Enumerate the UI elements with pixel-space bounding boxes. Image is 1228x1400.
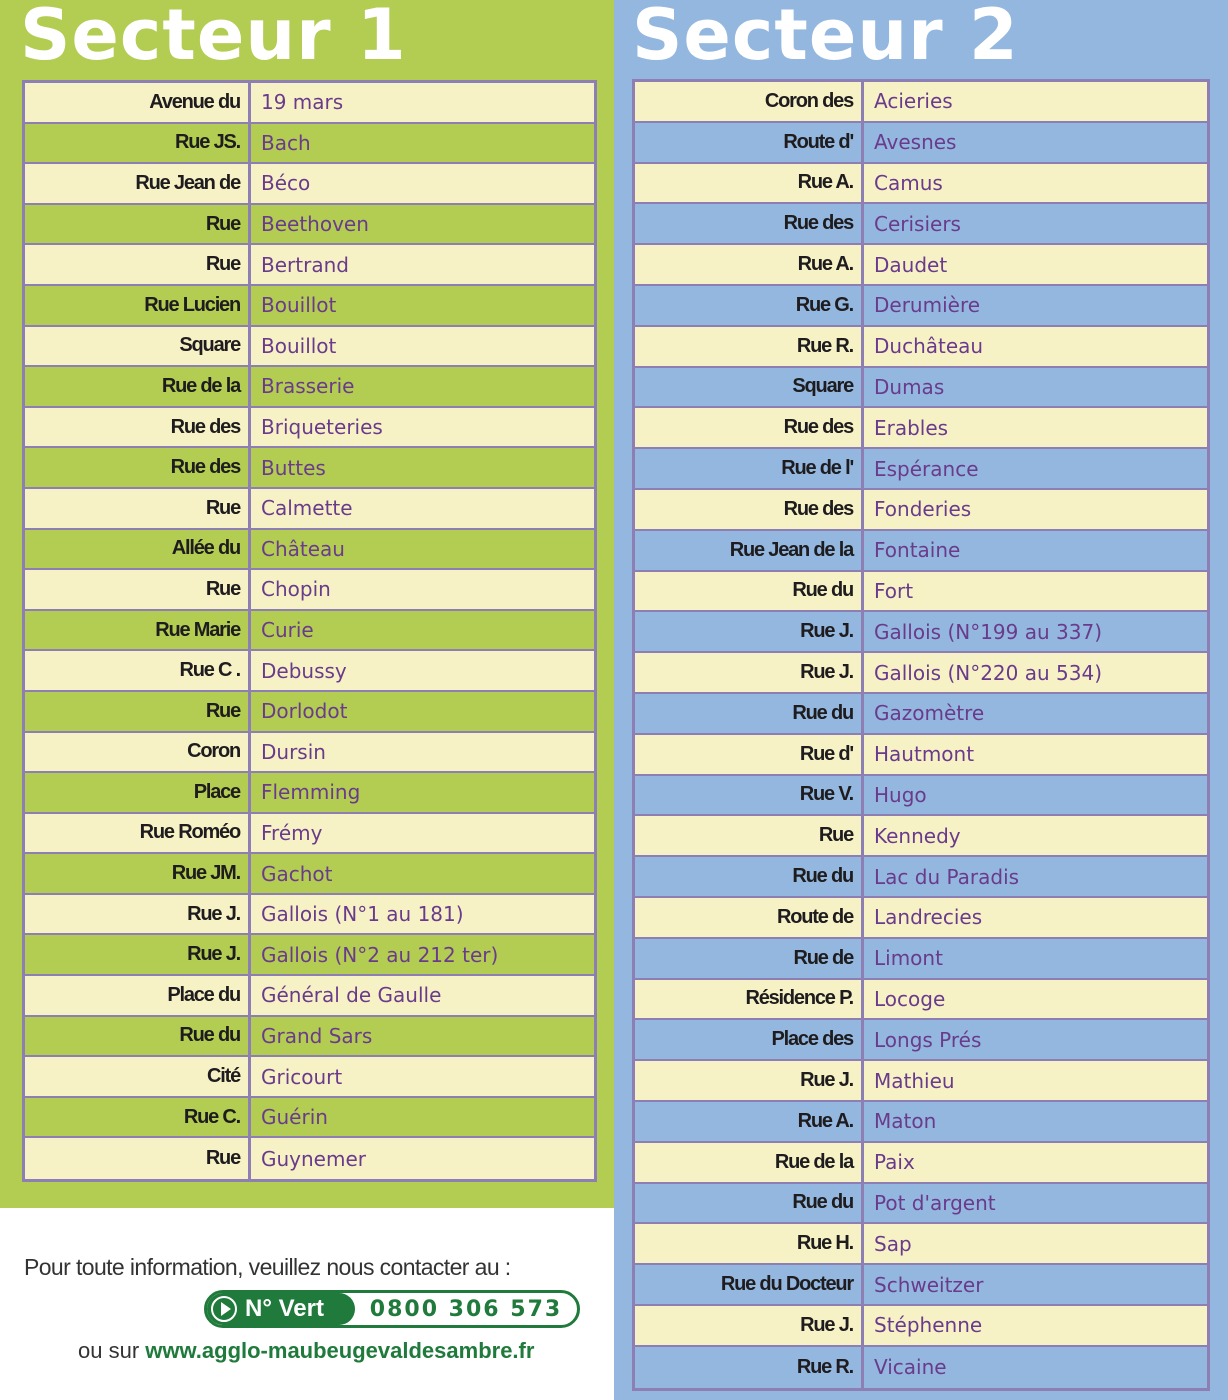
street-row [635,857,1207,898]
street-row [635,939,1207,980]
street-name: Acieries [874,89,953,114]
street-row [635,490,1207,531]
street-prefix: Rue Marie [25,611,251,650]
street-prefix: Rue de la [25,367,251,406]
street-row [25,327,594,368]
street-row [25,164,594,205]
street-row [25,408,594,449]
street-row [635,204,1207,245]
street-name: Gricourt [261,1064,343,1089]
street-prefix: Rue des [635,490,864,529]
street-row [635,245,1207,286]
phone-number[interactable]: 0800 306 573 [369,1296,563,1322]
street-row [25,530,594,571]
street-name: Gallois (N°199 au 337) [874,619,1102,644]
street-name: Gachot [261,861,333,886]
street-row [635,449,1207,490]
street-prefix: Route d' [635,123,864,162]
street-prefix: Rue des [635,408,864,447]
street-prefix: Square [635,368,864,407]
street-prefix: Rue du [635,694,864,733]
sector-1-title: Secteur 1 [20,0,407,76]
street-row [25,611,594,652]
street-prefix: Rue d' [635,735,864,774]
street-prefix: Rue des [25,408,251,447]
street-name: Bouillot [261,293,337,318]
street-row [25,854,594,895]
numero-vert-label-box [207,1293,355,1325]
street-name: Brasserie [261,374,355,399]
street-row [635,898,1207,939]
street-name: Pot d'argent [874,1190,996,1215]
street-name: Beethoven [261,212,369,237]
street-row [635,653,1207,694]
street-prefix: Square [25,327,251,366]
street-name: Hautmont [874,742,975,767]
street-prefix: Coron des [635,82,864,121]
street-name: Calmette [261,496,353,521]
street-prefix: Place des [635,1020,864,1059]
street-name: Buttes [261,455,326,480]
street-row [25,814,594,855]
sector-1-street-table [22,80,597,1182]
street-prefix: Rue G. [635,286,864,325]
street-prefix: Place [25,773,251,812]
street-prefix: Rue des [635,204,864,243]
street-name: Chopin [261,577,331,602]
street-name: Guérin [261,1105,328,1130]
street-row [635,531,1207,572]
street-prefix: Rue A. [635,1102,864,1141]
street-name: Hugo [874,782,927,807]
street-prefix: Rue J. [25,895,251,934]
street-prefix: Rue [25,205,251,244]
street-name: Curie [261,618,314,643]
street-row [25,286,594,327]
street-row [635,1061,1207,1102]
street-row [635,82,1207,123]
street-row [635,1143,1207,1184]
street-prefix: Rue du [635,1184,864,1223]
street-row [25,733,594,774]
street-name: Derumière [874,293,981,318]
street-name: Longs Prés [874,1027,982,1052]
street-row [635,816,1207,857]
street-name: Debussy [261,658,347,683]
street-name: Sap [874,1231,912,1256]
street-name: Guynemer [261,1146,366,1171]
street-row [635,123,1207,164]
street-prefix: Rue [635,816,864,855]
street-name: Paix [874,1150,915,1175]
street-row [25,1017,594,1058]
sector-2-street-table [632,79,1210,1391]
street-prefix: Rue Lucien [25,286,251,325]
street-name: Flemming [261,780,361,805]
street-prefix: Rue de la [635,1143,864,1182]
street-name: Gallois (N°2 au 212 ter) [261,942,499,967]
street-name: Stéphenne [874,1313,983,1338]
street-name: Dorlodot [261,699,348,724]
street-row [635,164,1207,205]
street-name: Dursin [261,739,326,764]
street-prefix: Allée du [25,530,251,569]
website-link[interactable]: www.agglo-maubeugevaldesambre.fr [145,1338,535,1363]
street-prefix: Rue du [635,857,864,896]
street-row [635,1184,1207,1225]
street-prefix: Rue [25,489,251,528]
street-row [25,489,594,530]
street-row [25,1138,594,1179]
street-name: Espérance [874,456,979,481]
street-row [635,327,1207,368]
street-name: Camus [874,170,943,195]
street-name: Schweitzer [874,1272,984,1297]
street-name: Erables [874,415,949,440]
street-prefix: Rue A. [635,164,864,203]
street-name: Béco [261,171,311,196]
street-name: Bach [261,130,311,155]
street-name: Gazomètre [874,701,985,726]
street-prefix: Cité [25,1057,251,1096]
street-prefix: Rue du Docteur [635,1265,864,1304]
street-name: Landrecies [874,905,983,930]
street-row [635,735,1207,776]
sector-1-panel [0,0,614,1208]
street-prefix: Rue C. [25,1098,251,1137]
website-prefix: ou sur [78,1338,146,1363]
street-prefix: Coron [25,733,251,772]
street-name: Maton [874,1109,937,1134]
street-name: Gallois (N°1 au 181) [261,902,464,927]
street-name: Lac du Paradis [874,864,1020,889]
street-prefix: Avenue du [25,83,251,122]
street-name: Bertrand [261,252,349,277]
play-circle-icon [211,1296,237,1322]
street-prefix: Rue de [635,939,864,978]
street-prefix: Rue Jean de [25,164,251,203]
street-name: Château [261,536,345,561]
street-prefix: Rue Jean de la [635,531,864,570]
street-name: Limont [874,946,943,971]
street-name: 19 mars [261,90,344,115]
street-row [25,895,594,936]
street-prefix: Résidence P. [635,980,864,1019]
street-row [635,1102,1207,1143]
website-line [78,1338,534,1364]
street-name: Locoge [874,986,946,1011]
street-row [635,1224,1207,1265]
street-name: Fonderies [874,497,972,522]
street-name: Duchâteau [874,334,984,359]
street-name: Briqueteries [261,415,383,440]
street-row [635,368,1207,409]
street-row [635,612,1207,653]
street-row [635,572,1207,613]
street-row [635,776,1207,817]
street-prefix: Rue des [25,448,251,487]
street-row [635,980,1207,1021]
street-name: Avesnes [874,130,957,155]
street-name: Grand Sars [261,1023,373,1048]
street-row [635,1020,1207,1061]
street-row [635,408,1207,449]
street-row [25,124,594,165]
numero-vert-badge[interactable] [204,1290,580,1328]
street-prefix: Rue [25,692,251,731]
street-name: Dumas [874,374,945,399]
street-prefix: Rue de l' [635,449,864,488]
street-row [25,692,594,733]
numero-vert-label: N° Vert [245,1295,324,1322]
street-row [25,773,594,814]
street-name: Fontaine [874,538,961,563]
street-name: Daudet [874,252,948,277]
street-prefix: Rue J. [25,935,251,974]
street-prefix: Rue [25,245,251,284]
sector-2-title: Secteur 2 [632,0,1019,76]
street-row [635,1265,1207,1306]
street-row [635,694,1207,735]
street-row [25,205,594,246]
street-row [25,935,594,976]
contact-text: Pour toute information, veuillez nous contacter au : [24,1254,511,1280]
street-name: Fort [874,578,914,603]
street-prefix: Rue J. [635,653,864,692]
street-name: Gallois (N°220 au 534) [874,660,1102,685]
street-row [25,245,594,286]
street-prefix: Rue J. [635,612,864,651]
street-prefix: Rue J. [635,1306,864,1345]
street-prefix: Rue JM. [25,854,251,893]
street-prefix: Rue V. [635,776,864,815]
street-prefix: Rue J. [635,1061,864,1100]
street-prefix: Rue Roméo [25,814,251,853]
street-prefix: Place du [25,976,251,1015]
street-name: Général de Gaulle [261,983,442,1008]
street-row [25,1098,594,1139]
street-row [25,1057,594,1098]
contact-section [0,1208,614,1400]
street-row [635,286,1207,327]
street-prefix: Rue A. [635,245,864,284]
street-row [25,570,594,611]
sector-2-panel [614,0,1228,1400]
street-prefix: Rue du [635,572,864,611]
street-name: Cerisiers [874,211,961,236]
street-row [25,651,594,692]
street-name: Kennedy [874,823,961,848]
street-name: Frémy [261,820,323,845]
street-prefix: Rue R. [635,1347,864,1388]
street-name: Mathieu [874,1068,955,1093]
street-prefix: Rue C . [25,651,251,690]
street-row [635,1306,1207,1347]
street-prefix: Rue [25,570,251,609]
street-row [25,448,594,489]
street-row [25,976,594,1017]
street-name: Bouillot [261,333,337,358]
street-row [25,83,594,124]
street-prefix: Rue R. [635,327,864,366]
street-prefix: Rue JS. [25,124,251,163]
street-prefix: Rue H. [635,1224,864,1263]
street-prefix: Rue [25,1138,251,1179]
street-name: Vicaine [874,1355,947,1380]
street-prefix: Route de [635,898,864,937]
street-row [635,1347,1207,1388]
street-row [25,367,594,408]
street-prefix: Rue du [25,1017,251,1056]
